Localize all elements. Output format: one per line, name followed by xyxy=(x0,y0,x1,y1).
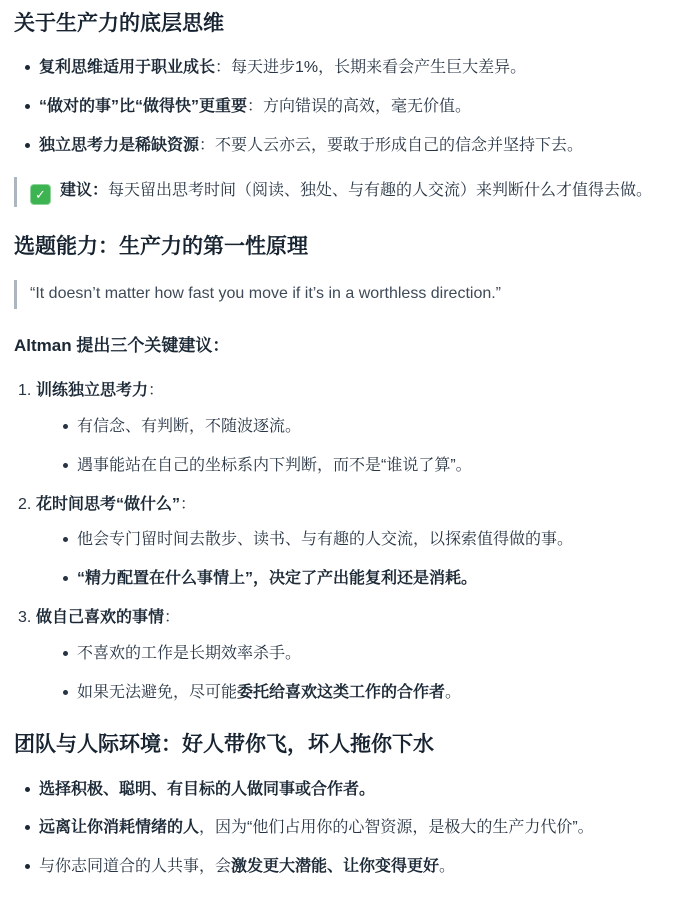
list-item-text: ：每天进步1%，长期来看会产生巨大差异。 xyxy=(215,59,527,77)
lead-paragraph: Altman 提出三个关键建议： xyxy=(14,335,230,355)
list-item-bold: 选择积极、聪明、有目标的人做同事或合作者。 xyxy=(39,780,376,798)
sub-bullet-list xyxy=(18,528,681,592)
tip-blockquote xyxy=(14,177,681,207)
list-item-bold: 委托给喜欢这类工作的合作者 xyxy=(237,683,446,701)
sub-bullet-list xyxy=(18,642,681,706)
ordered-item-colon: ： xyxy=(180,495,197,513)
bullet-list-basics xyxy=(14,56,681,158)
ordered-item xyxy=(18,379,681,478)
list-item-text: 。 xyxy=(445,683,462,701)
ordered-item-number: 2. xyxy=(18,495,32,513)
list-item xyxy=(62,415,681,440)
list-item xyxy=(24,134,681,159)
list-item-bold: “精力配置在什么事情上”，决定了产出能复利还是消耗。 xyxy=(77,570,478,588)
section-title-topic-selection: 选题能力：生产力的第一性原理 xyxy=(14,234,308,258)
ordered-item-title: 花时间思考“做什么” xyxy=(36,495,181,513)
ordered-item-colon: ： xyxy=(164,608,181,626)
list-item-text: 他会专门留时间去散步、读书、与有趣的人交流，以探索值得做的事。 xyxy=(77,531,574,549)
tip-label: 建议： xyxy=(60,181,109,199)
ordered-item-colon: ： xyxy=(148,382,165,400)
list-item-text: 与你志同道合的人共事，会 xyxy=(39,858,232,876)
list-item-text: 不喜欢的工作是长期效率杀手。 xyxy=(77,644,302,662)
ordered-item-heading xyxy=(18,606,681,631)
ordered-item-title: 训练独立思考力 xyxy=(36,382,149,400)
ordered-item-title: 做自己喜欢的事情 xyxy=(36,608,165,626)
ordered-item xyxy=(18,493,681,592)
list-item-text: 有信念、有判断，不随波逐流。 xyxy=(77,417,302,435)
ordered-item-heading xyxy=(18,493,681,518)
ordered-item xyxy=(18,606,681,705)
bullet-list-team xyxy=(14,778,681,880)
list-item xyxy=(62,567,681,592)
list-item xyxy=(24,778,681,803)
quote-blockquote xyxy=(14,280,681,309)
tip-text: 每天留出思考时间（阅读、独处、与有趣的人交流）来判断什么才值得去做。 xyxy=(108,181,653,199)
list-item xyxy=(62,528,681,553)
list-item-text: 遇事能站在自己的坐标系内下判断，而不是“谁说了算”。 xyxy=(77,456,472,474)
section-title-productivity-basics: 关于生产力的底层思维 xyxy=(14,12,224,35)
list-item xyxy=(24,855,681,880)
list-item-bold: 复利思维适用于职业成长 xyxy=(39,59,216,77)
list-item-text: ，因为“他们占用你的心智资源，是极大的生产力代价”。 xyxy=(199,819,594,837)
list-item-bold: 激发更大潜能、让你变得更好 xyxy=(231,858,440,876)
sub-bullet-list xyxy=(18,415,681,479)
list-item xyxy=(24,56,681,81)
ordered-list-advice xyxy=(14,379,681,705)
check-icon: ✓ xyxy=(30,184,51,205)
list-item-bold: 独立思考力是稀缺资源 xyxy=(39,136,200,154)
list-item-text: ：方向错误的高效，毫无价值。 xyxy=(247,98,472,116)
section-title-team-environment: 团队与人际环境：好人带你飞，坏人拖你下水 xyxy=(14,733,434,757)
list-item-text: 如果无法避免，尽可能 xyxy=(77,683,238,701)
list-item xyxy=(62,454,681,479)
list-item-bold: 远离让你消耗情绪的人 xyxy=(39,819,200,837)
ordered-item-number: 3. xyxy=(18,608,32,626)
list-item xyxy=(24,95,681,120)
list-item-bold: “做对的事”比“做得快”更重要 xyxy=(39,98,248,116)
list-item-text: 。 xyxy=(439,858,456,876)
list-item xyxy=(62,642,681,667)
quote-text: “It doesn’t matter how fast you move if it’s in a worthless direction.” xyxy=(30,284,502,302)
ordered-item-heading xyxy=(18,379,681,404)
list-item xyxy=(62,681,681,706)
list-item-text: ：不要人云亦云，要敢于形成自己的信念并坚持下去。 xyxy=(199,136,584,154)
list-item xyxy=(24,816,681,841)
ordered-item-number: 1. xyxy=(18,382,32,400)
